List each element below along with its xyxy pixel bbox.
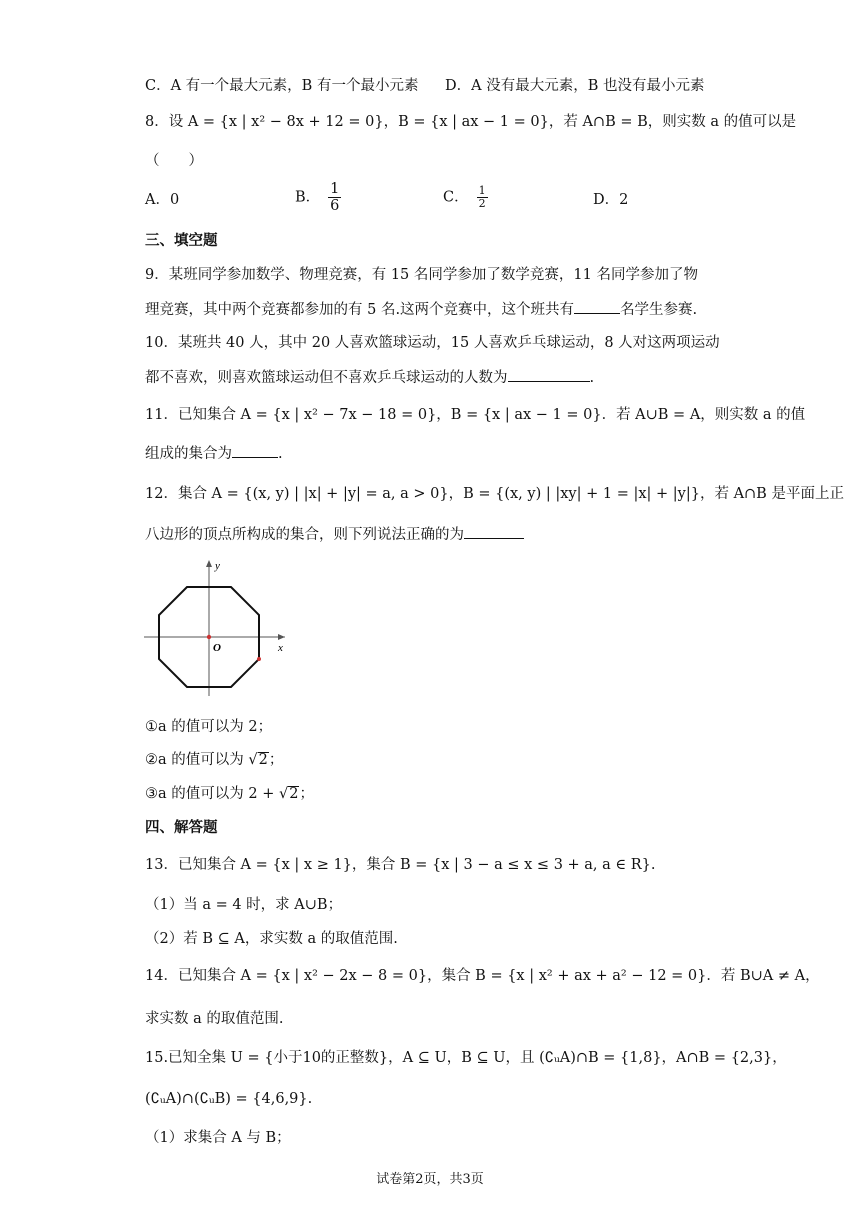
q11-line2 xyxy=(145,443,283,464)
q8-option-c-den: 2 xyxy=(478,197,486,210)
q8-option-c xyxy=(443,185,488,210)
q12-statement-2-end: ； xyxy=(268,752,284,768)
origin-label: O xyxy=(213,642,221,654)
q10-line2-end: . xyxy=(589,370,595,386)
page-footer: 试卷第2页，共3页 xyxy=(376,1172,484,1187)
q8-stem: 8．设 A = {x | x² − 8x + 12 = 0}，B = {x | ax − 1 = 0}，若 A∩B = B，则实数 a 的值可以是 xyxy=(145,114,797,130)
q8-option-b-den: 6 xyxy=(330,198,340,214)
q13-stem: 13．已知集合 A = {x | x ≥ 1}，集合 B = {x | 3 − a ≤ x ≤ 3 + a, a ∈ R}. xyxy=(145,857,656,873)
q9-answer-blank[interactable] xyxy=(574,299,620,314)
y-axis-label: y xyxy=(215,560,220,572)
q10-line1: 10．某班共 40 人，其中 20 人喜欢篮球运动，15 人喜欢乒乓球运动，8 人对这两项运动 xyxy=(145,335,720,351)
q15-part1: （1）求集合 A 与 B； xyxy=(145,1130,291,1146)
origin-dot xyxy=(207,635,211,639)
q8-option-b-label: B． xyxy=(295,189,321,206)
x-axis-label: x xyxy=(278,642,283,654)
q12-statement-3 xyxy=(145,784,314,804)
sqrt-icon: √ xyxy=(278,786,289,802)
q12-statement-2 xyxy=(145,750,283,770)
q14-line1: 14．已知集合 A = {x | x² − 2x − 8 = 0}，集合 B = {x | x² + ax + a² − 12 = 0}．若 B∪A ≠ A， xyxy=(145,968,820,984)
q13-part2: （2）若 B ⊆ A，求实数 a 的取值范围. xyxy=(145,931,398,947)
q8-option-c-fraction xyxy=(477,185,488,210)
q8-option-b xyxy=(295,181,341,214)
q12-statement-3-end: ； xyxy=(299,786,314,802)
q9-line2-text: 理竞赛，其中两个竞赛都参加的有 5 名.这两个竞赛中，这个班共有 xyxy=(145,302,575,318)
q11-line2-text: 组成的集合为 xyxy=(145,446,232,462)
q9-line1: 9．某班同学参加数学、物理竞赛，有 15 名同学参加了数学竞赛，11 名同学参加了物 xyxy=(145,267,698,283)
q9-line2 xyxy=(145,299,697,320)
q7-option-c: C．A 有一个最大元素，B 有一个最小元素 xyxy=(145,78,419,94)
section-fill-in-title: 三、填空题 xyxy=(145,232,218,249)
q12-line2 xyxy=(145,524,524,545)
q8-option-b-fraction xyxy=(328,181,341,214)
q12-statement-3-radicand: 2 xyxy=(289,786,299,802)
octagon-figure xyxy=(140,556,300,706)
q12-answer-blank[interactable] xyxy=(464,524,524,539)
q15-line2: (∁ᵤA)∩(∁ᵤB) = {4,6,9}. xyxy=(145,1091,313,1107)
q12-statement-3-text: ③a 的值可以为 2 + xyxy=(145,786,279,802)
q12-statement-2-radicand: 2 xyxy=(258,752,268,768)
sqrt-icon: √ xyxy=(248,752,258,768)
vertex-dot xyxy=(257,657,261,661)
q12-line2-text: 八边形的顶点所构成的集合，则下列说法正确的为 xyxy=(145,527,464,543)
q13-part1: （1）当 a = 4 时，求 A∪B； xyxy=(145,897,343,913)
q7-option-d: D．A 没有最大元素，B 也没有最小元素 xyxy=(445,78,705,94)
q10-answer-blank[interactable] xyxy=(508,367,590,382)
section-answer-title: 四、解答题 xyxy=(145,819,218,836)
q10-line2-text: 都不喜欢，则喜欢篮球运动但不喜欢乒乓球运动的人数为 xyxy=(145,370,508,386)
q12-statement-2-text: ②a 的值可以为 xyxy=(145,752,249,768)
q14-line2: 求实数 a 的取值范围. xyxy=(145,1011,284,1027)
q9-line2-end: 名学生参赛. xyxy=(620,302,698,318)
q12-statement-1: ①a 的值可以为 2； xyxy=(145,719,273,735)
q15-line1: 15.已知全集 U = {小于10的正整数}，A ⊆ U，B ⊆ U，且 (∁ᵤA)∩B = {1,8}，A∩B = {2,3}， xyxy=(145,1050,787,1066)
q10-line2 xyxy=(145,367,594,388)
y-axis-arrow-icon xyxy=(206,560,212,567)
q8-option-c-num: 1 xyxy=(478,184,486,197)
q8-option-a: A．0 xyxy=(145,192,180,208)
q11-line1: 11．已知集合 A = {x | x² − 7x − 18 = 0}，B = {x | ax − 1 = 0}．若 A∪B = A，则实数 a 的值 xyxy=(145,407,806,423)
q12-line1: 12．集合 A = {(x, y) | |x| + |y| = a, a > 0}，B = {(x, y) | |xy| + 1 = |x| + |y|}，若 A∩B 是平面上正 xyxy=(145,486,844,502)
q8-option-d: D．2 xyxy=(593,192,629,208)
q8-paren: （ ） xyxy=(145,153,203,169)
x-axis-arrow-icon xyxy=(278,634,285,640)
q8-option-b-num: 1 xyxy=(330,181,340,197)
q8-option-c-label: C． xyxy=(443,189,469,206)
q11-line2-end: . xyxy=(278,446,283,462)
q11-answer-blank[interactable] xyxy=(232,443,278,458)
